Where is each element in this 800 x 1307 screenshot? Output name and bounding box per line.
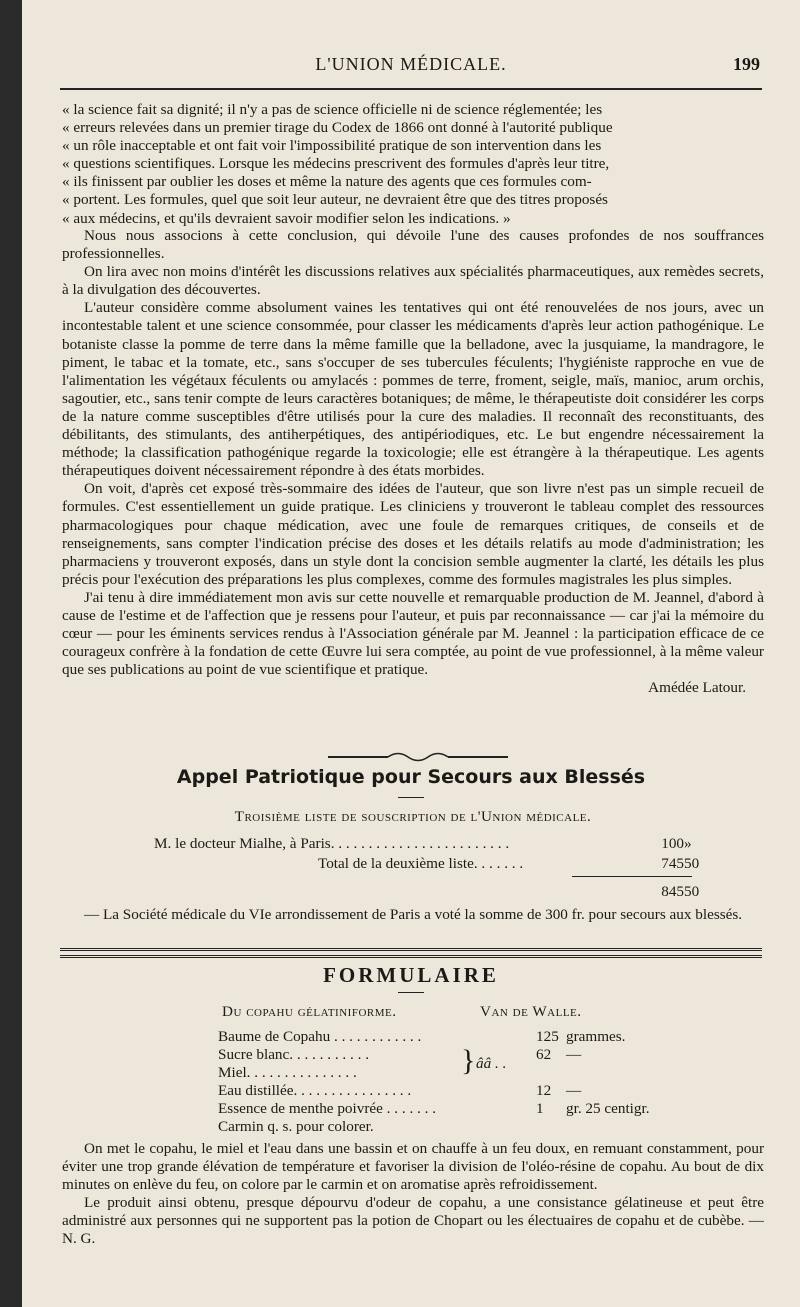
ledger-amount: 100 (661, 835, 684, 852)
quote-line: « portent. Les formules, quel que soit leur auteur, ne devraient être que des titres proposés (62, 191, 608, 209)
ledger-label: Total de la deuxième liste. . . . . . . (318, 855, 524, 872)
ledger-cents: 50 (684, 855, 700, 872)
total-rule (572, 876, 692, 877)
ingredient-name: Sucre blanc. . . . . . . . . . . (218, 1046, 369, 1063)
header-rule (60, 88, 762, 90)
brace-symbol: } (461, 1044, 476, 1077)
quote-line: « ils finissent par oublier les doses et même la nature des agents que ces formules com- (62, 173, 592, 191)
section-rule (60, 948, 762, 951)
paragraph: On lira avec non moins d'intérêt les discussions relatives aux spécialités pharmaceutiques, aux remèdes secrets, à la divulgation des découvertes. (62, 263, 764, 299)
title-dash (398, 797, 424, 798)
subscription-ledger (62, 834, 764, 902)
ingredient-qty: 125 (536, 1028, 559, 1045)
ledger-cents: » (684, 835, 692, 852)
ingredient-row (218, 1082, 658, 1100)
ingredient-name: Miel. . . . . . . . . . . . . . . (218, 1064, 357, 1081)
recipe-method (62, 1140, 764, 1249)
ingredient-unit: grammes. (566, 1028, 626, 1045)
ledger-amount: 745 (661, 855, 684, 872)
section-ornament (328, 750, 508, 764)
ingredient-unit: — (566, 1082, 582, 1099)
ledger-row (62, 854, 764, 874)
ingredient-name: Baume de Copahu . . . . . . . . . . . . (218, 1028, 422, 1045)
running-header (62, 54, 760, 82)
quote-line: « aux médecins, et qu'ils devraient savoir modifier selon les indications. » (62, 209, 511, 227)
result-paragraph: Le produit ainsi obtenu, presque dépourvu d'odeur de copahu, a une consistance gélatineuse et peut être administré aux personnes qui ne supportent pas la potion de Chopart ou les électuaires de copahu et de cubèbe. — N. G. (62, 1194, 764, 1248)
section-rule (60, 955, 762, 958)
ingredient-qty: 62 (536, 1046, 552, 1063)
quote-line: « erreurs relevées dans un premier tirage du Codex de 1866 ont donné à l'autorité publique (62, 119, 613, 137)
paragraph: Nous nous associons à cette conclusion, qui dévoile l'une des causes profondes de nos souffrances professionnelles. (62, 227, 764, 263)
ledger-total: 845 (661, 883, 684, 900)
ingredient-list (218, 1028, 658, 1136)
quote-line: « questions scientifiques. Lorsque les médecins prescrivent des formules d'après leur titre, (62, 155, 610, 173)
journal-page (22, 0, 800, 1307)
quote-line: « un rôle inacceptable et ont fait voir l'impossibilité pratique de son intervention dans les (62, 137, 602, 155)
coloring-instruction: Carmin q. s. pour colorer. (218, 1118, 374, 1135)
recipe-author: Van de Walle. (480, 1003, 582, 1020)
page-number: 199 (733, 54, 760, 74)
ingredient-qty: 1 (536, 1100, 544, 1117)
ingredient-name: Eau distillée. . . . . . . . . . . . . . . . (218, 1082, 412, 1099)
ingredient-row (218, 1064, 658, 1082)
formulaire-title: FORMULAIRE (323, 963, 499, 987)
paragraph: On voit, d'après cet exposé très-sommaire des idées de l'auteur, que son livre n'est pas un simple recueil de formules. C'est essentiellement un guide pratique. Les cliniciens y trouveront le tableau complet des ressources pharmacologiques pour chaque médication, avec une foule de remarques critiques, de conseils et de renseignements, sans compter l'indication précise des doses et les détails relatifs au mode d'administration; les pharmaciens y trouveront exposés, dans un style dont la concision semble augmenter la clarté, les détails les plus précis pour l'exécution des préparations les plus complexes, comme des formules magistrales les plus simples. (62, 480, 764, 588)
ingredient-group (218, 1046, 658, 1082)
ledger-row (62, 834, 764, 854)
ingredient-row (218, 1100, 658, 1118)
society-note: — La Société médicale du VIe arrondissement de Paris a voté la somme de 300 fr. pour secours aux blessés. (84, 906, 743, 923)
journal-title: L'UNION MÉDICALE. (315, 54, 507, 74)
ledger-total-cents: 50 (684, 883, 700, 900)
ledger-label: M. le docteur Mialhe, à Paris. . . . . . . . . . . . . . . . . . . . . . . . (154, 835, 510, 852)
quoted-conclusion (62, 101, 764, 228)
ana-label: ââ . . (476, 1055, 507, 1072)
coloring-row (218, 1118, 658, 1136)
author-signature: Amédée Latour. (648, 679, 746, 697)
ingredient-unit: gr. 25 centigr. (566, 1100, 650, 1117)
recipe-header (222, 1003, 582, 1021)
ingredient-qty: 12 (536, 1082, 552, 1099)
appeal-subtitle: Troisième liste de souscription de l'Union médicale. (234, 808, 592, 825)
title-dash (398, 992, 424, 993)
paragraph: L'auteur considère comme absolument vaines les tentatives qui ont été renouvelées de nos jours, avec un incontestable talent et une science consommée, pour classer les médicaments d'après leur action pathogénique. Le botaniste classe la pomme de terre dans la même famille que la belladone, avec la jusquiame, la mandragore, le piment, le tabac et la tomate, etc., sans s'occuper de ses tubercules féculents; l'hygiéniste rapproche en vue de l'alimentation les végétaux féculents ou amylacés : pommes de terre, froment, seigle, maïs, manioc, arum orchis, sagoutier, etc., sans tenir compte de leurs caractères botaniques; de même, le thérapeutiste doit considérer les corps de la nature comme susceptibles d'être utilisés pour la cure des maladies. Il reconnaît des reconstituants, des débilitants, des stimulants, des antiherpétiques, des antipériodiques, etc. Le but engendre nécessairement la méthode; la classification pathogénique regarde la toxicologie; elle est étrangère à la thérapeutique. Les agents thérapeutiques doivent nécessairement répondre à des états morbides. (62, 299, 764, 480)
ledger-total-row (62, 882, 764, 902)
ingredient-name: Essence de menthe poivrée . . . . . . . (218, 1100, 437, 1117)
ingredient-row (218, 1028, 658, 1046)
ingredient-row (218, 1046, 658, 1064)
recipe-title: Du copahu gélatiniforme. (222, 1003, 397, 1020)
ingredient-unit: — (566, 1046, 582, 1063)
quote-line: « la science fait sa dignité; il n'y a pas de science officielle ni de science réglementée; les (62, 101, 603, 118)
paragraph: J'ai tenu à dire immédiatement mon avis sur cette nouvelle et remarquable production de M. Jeannel, d'abord à cause de l'estime et de l'affection que je ressens pour l'auteur, et puis par reconnaissance — car j'ai la mémoire du cœur — pour les éminents services rendus à l'Association générale par M. Jeannel : la participation efficace de ce courageux confrère à la fondation de cette Œuvre lui sera comptée, au point de vue professionnel, à la même valeur que ses publications au point de vue scientifique et pratique. (62, 588, 764, 679)
method-paragraph: On met le copahu, le miel et l'eau dans une bassin et on chauffe à un feu doux, en remuant constamment, pour éviter une trop grande élévation de température et favoriser la division de l'oléo-résine de copahu. Au bout de dix minutes on enlève du feu, on colore par le carmin et on aromatise après refroidissement. (62, 1140, 764, 1194)
review-body (62, 227, 764, 697)
appeal-title: Appel Patriotique pour Secours aux Blessés (176, 766, 646, 788)
